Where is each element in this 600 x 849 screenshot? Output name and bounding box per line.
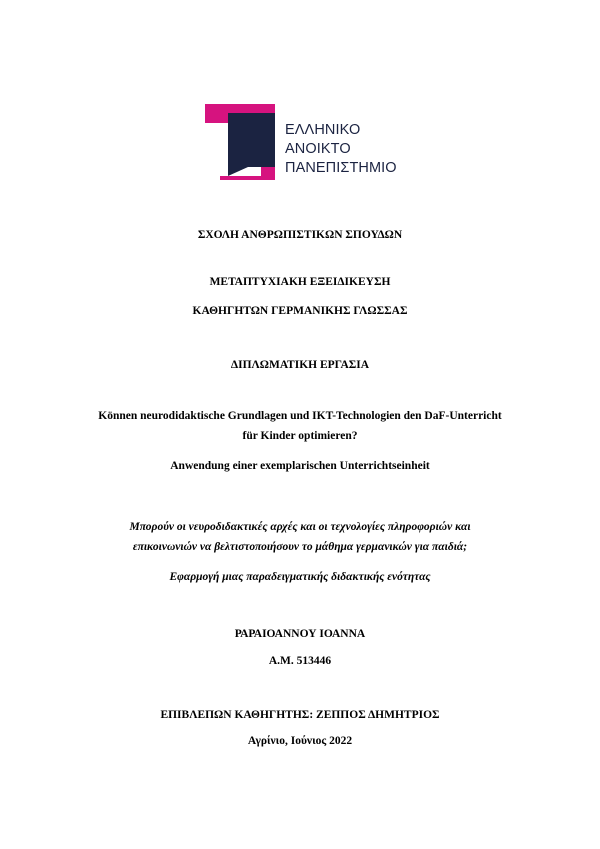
- german-title-line-1: Können neurodidaktische Grundlagen und IKT-Technologien den DaF-Unterricht: [98, 410, 502, 422]
- program-line-1: ΜΕΤΑΠΤΥΧΙΑΚΗ ΕΞΕΙΔΙΚΕΥΣΗ: [209, 276, 391, 288]
- school-name: ΣΧΟΛΗ ΑΝΘΡΩΠΙΣΤΙΚΩΝ ΣΠΟΥΔΩΝ: [197, 229, 403, 241]
- student-id: Α.Μ. 513446: [268, 655, 332, 667]
- greek-title-line-2: επικοινωνιών να βελτιστοποιήσουν το μάθημα γερμανικών για παιδιά;: [132, 541, 468, 553]
- german-title-line-2: für Kinder optimieren?: [242, 430, 358, 442]
- german-subtitle: Anwendung einer exemplarischen Unterrichtseinheit: [170, 460, 430, 472]
- greek-subtitle: Εφαρμογή μιας παραδειγματικής διδακτικής ενότητας: [169, 571, 431, 583]
- greek-title-line-1: Μπορούν οι νευροδιδακτικές αρχές και οι τεχνολογίες πληροφοριών και: [129, 521, 471, 533]
- supervisor: ΕΠΙΒΛΕΠΩΝ ΚΑΘΗΓΗΤΗΣ: ΖΕΠΠΟΣ ΔΗΜΗΤΡΙΟΣ: [160, 709, 440, 721]
- place-date: Αγρίνιο, Ιούνιος 2022: [247, 735, 353, 747]
- university-logo: [205, 104, 405, 180]
- university-name-line: ΕΛΛΗΝΙΚΟ: [285, 122, 361, 138]
- program-line-2: ΚΑΘΗΓΗΤΩΝ ΓΕΡΜΑΝΙΚΗΣ ΓΛΩΣΣΑΣ: [192, 305, 408, 317]
- university-emblem-icon: [205, 104, 275, 180]
- author-name: ΡΑΡΑΙΟΑΝΝΟΥ ΙΟΑΝΝΑ: [234, 628, 366, 640]
- university-name-line: ΠΑΝΕΠΙΣΤΗΜΙΟ: [285, 160, 397, 176]
- university-name: [285, 121, 397, 178]
- thesis-type: ΔΙΠΛΩΜΑΤΙΚΗ ΕΡΓΑΣΙΑ: [230, 359, 370, 371]
- university-name-line: ΑΝΟΙΚΤΟ: [285, 141, 351, 157]
